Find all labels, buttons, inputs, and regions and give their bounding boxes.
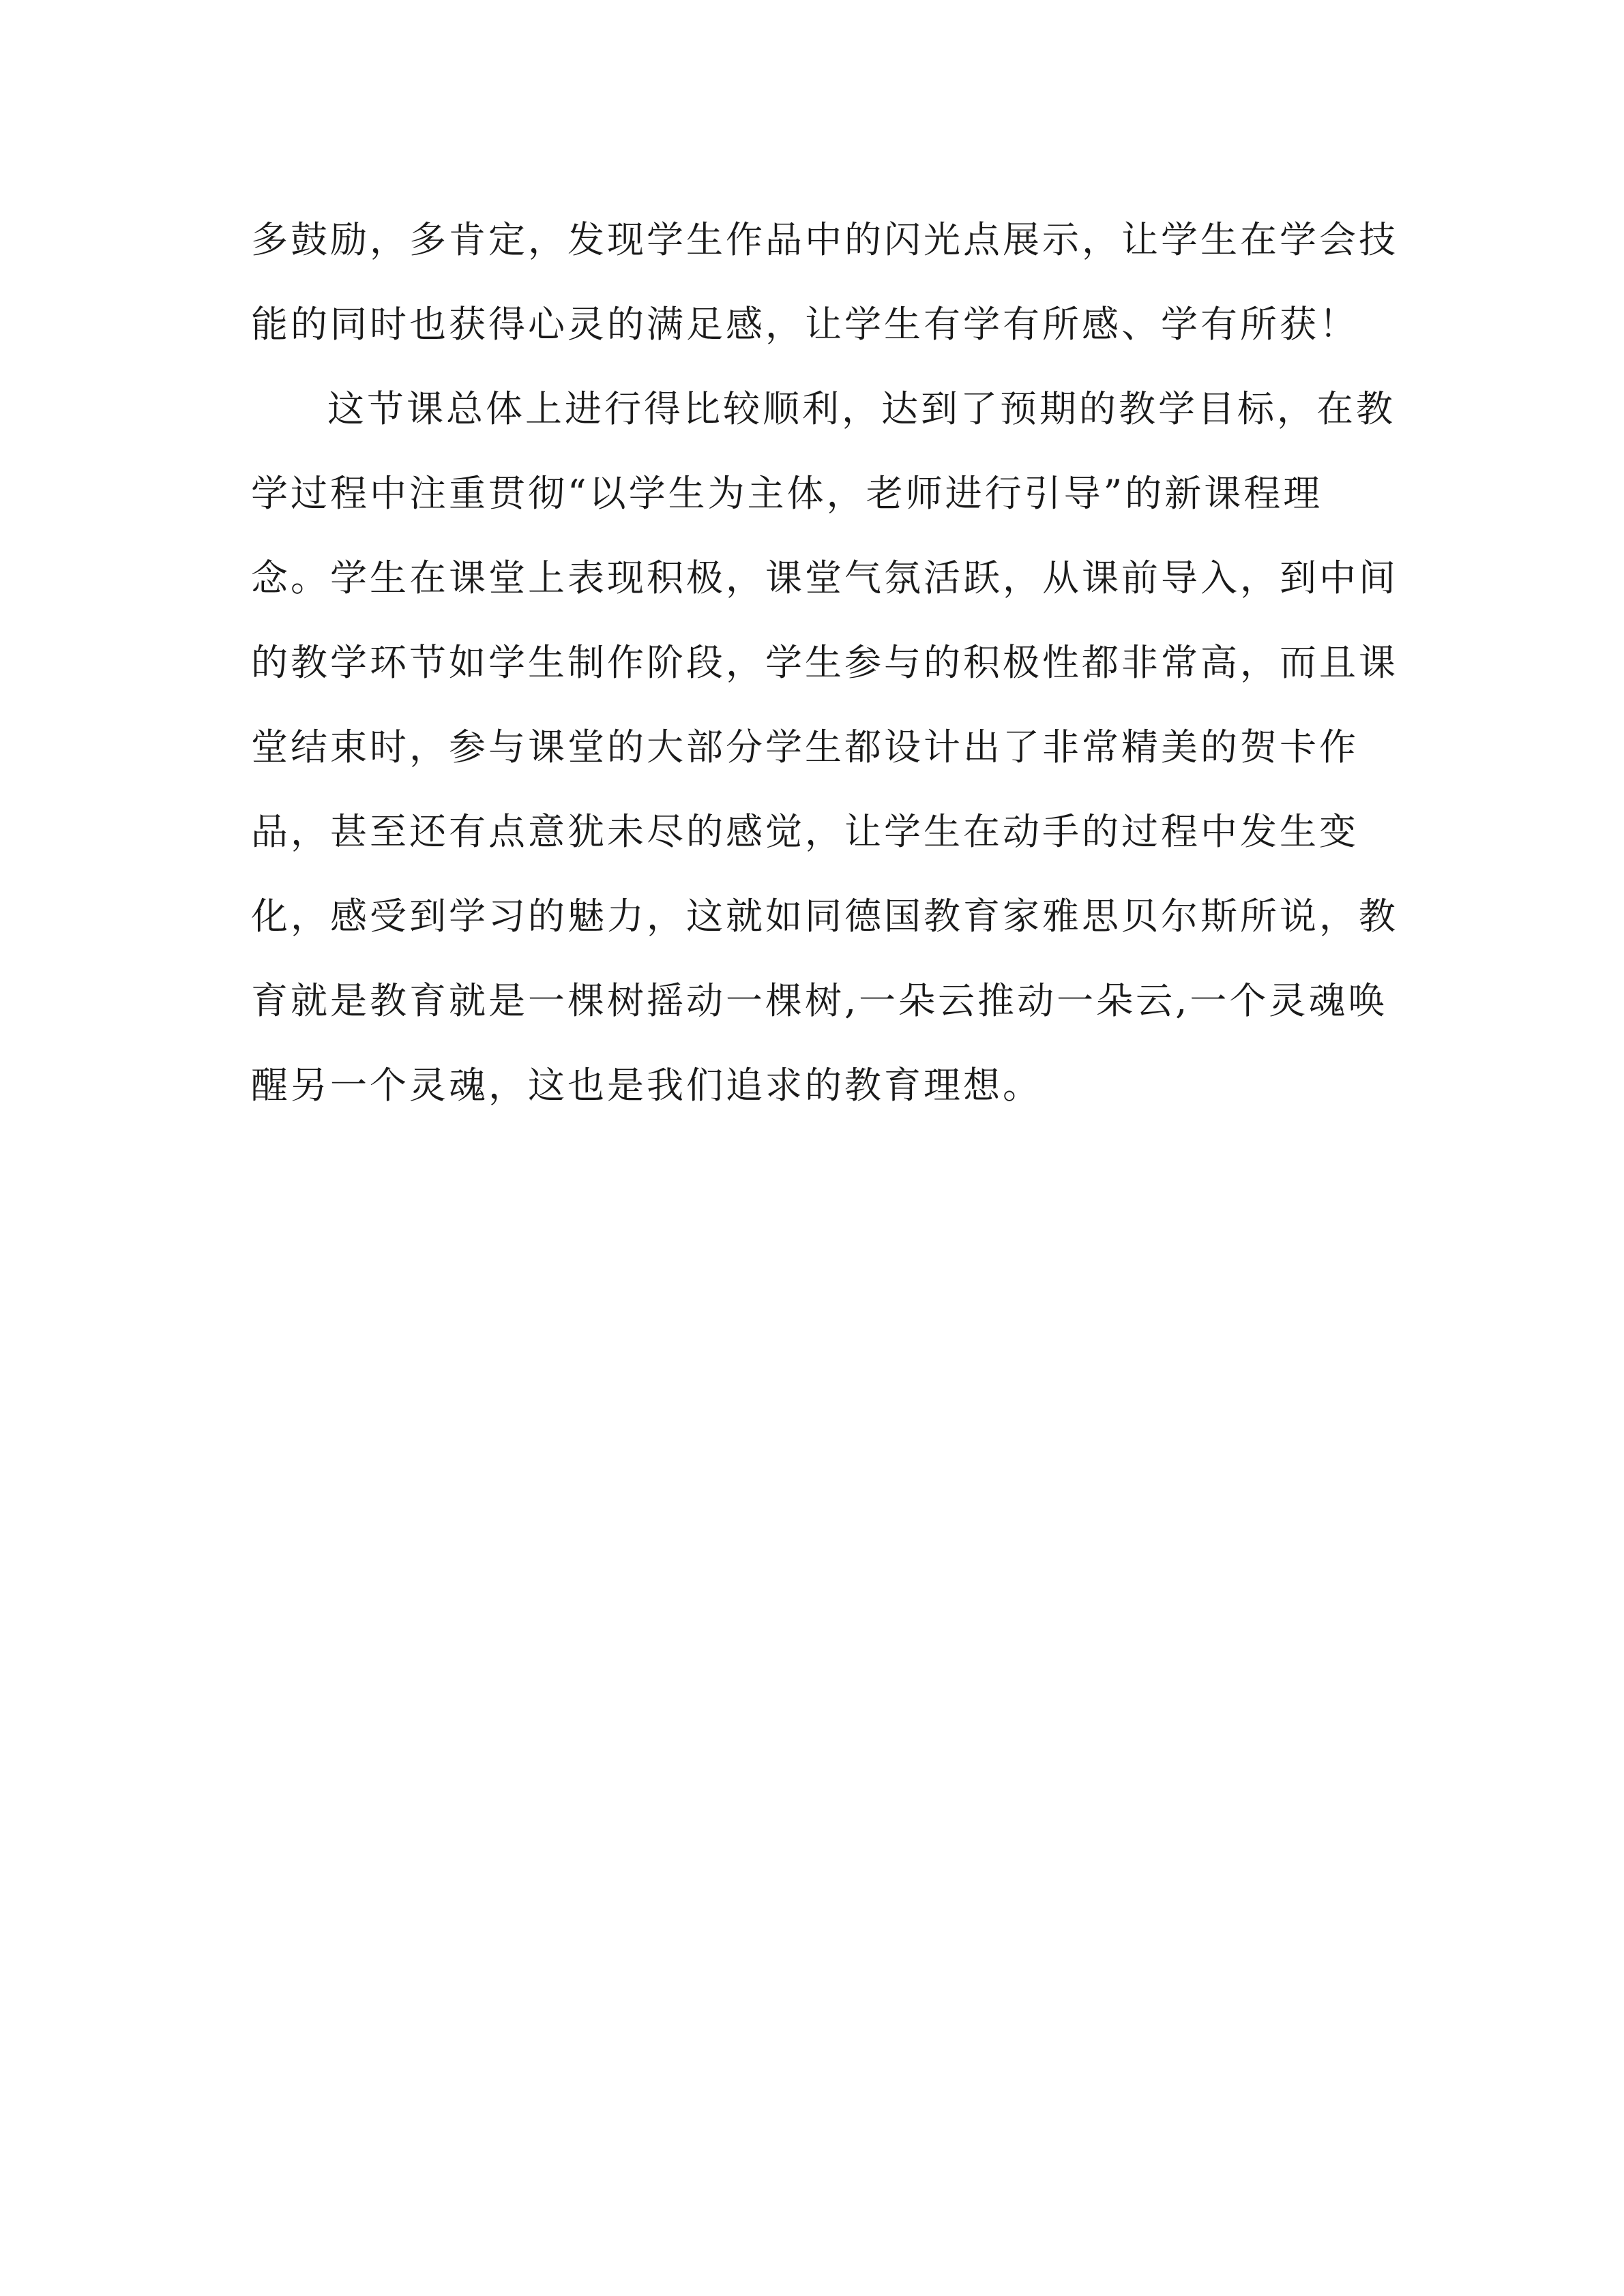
text-line: 多鼓励，多肯定，发现学生作品中的闪光点展示，让学生在学会技 <box>251 218 1398 261</box>
text-line: 堂结束时，参与课堂的大部分学生都设计出了非常精美的贺卡作 <box>251 726 1359 769</box>
body-text <box>251 198 1398 1128</box>
text-line: 能的同时也获得心灵的满足感，让学生有学有所感、学有所获！ <box>251 303 1359 346</box>
paragraph-start-line: 这节课总体上进行得比较顺利，达到了预期的教学目标，在教 <box>327 387 1396 430</box>
text-line: 醒另一个灵魂，这也是我们追求的教育理想。 <box>251 1064 1042 1107</box>
text-line: 化，感受到学习的魅力，这就如同德国教育家雅思贝尔斯所说，教 <box>251 895 1398 938</box>
text-line: 育就是教育就是一棵树摇动一棵树,一朵云推动一朵云,一个灵魂唤 <box>251 979 1388 1022</box>
text-line: 学过程中注重贯彻“以学生为主体，老师进行引导”的新课程理 <box>251 472 1323 515</box>
text-line: 的教学环节如学生制作阶段，学生参与的积极性都非常高，而且课 <box>251 641 1398 684</box>
text-line: 品，甚至还有点意犹未尽的感觉，让学生在动手的过程中发生变 <box>251 810 1359 853</box>
text-line: 念。学生在课堂上表现积极，课堂气氛活跃，从课前导入，到中间 <box>251 556 1398 599</box>
